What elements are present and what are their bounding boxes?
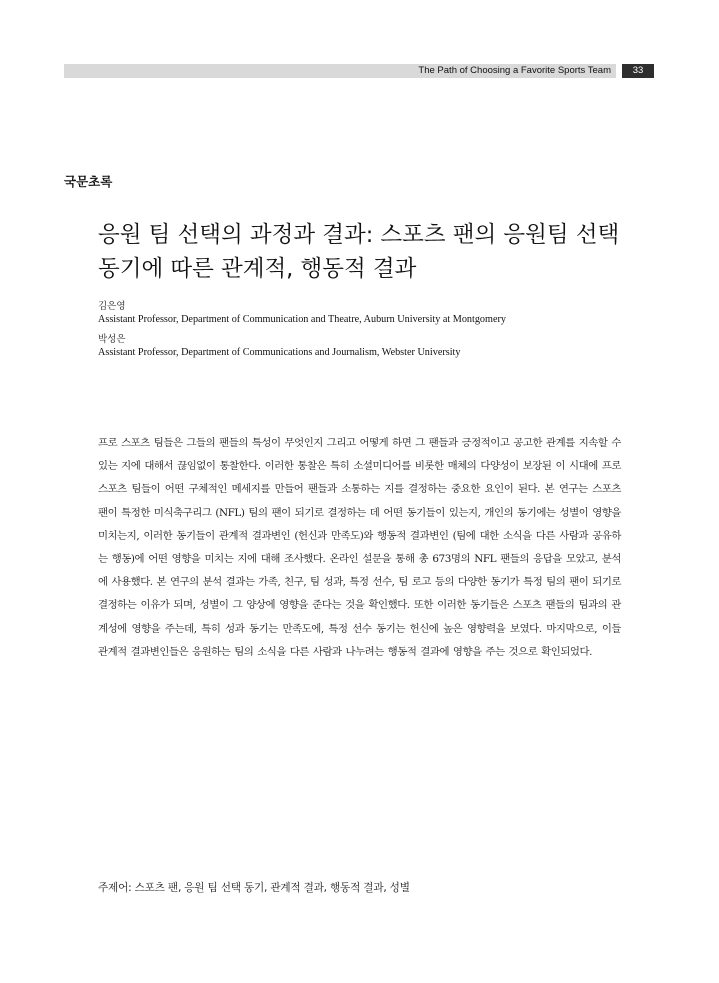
author-affiliation: Assistant Professor, Department of Communications and Journalism, Webster University: [98, 347, 461, 358]
author-block: [98, 300, 658, 327]
section-label: 국문초록: [64, 174, 113, 189]
author-name: 김은영: [98, 301, 126, 312]
author-block: [98, 333, 658, 360]
abstract-body: 프로 스포츠 팀들은 그들의 팬들의 특성이 무엇인지 그리고 어떻게 하면 그 팬들과 긍정적이고 공고한 관계를 지속할 수 있는 지에 대해서 끊임없이 통찰한다. 이러한 통찰은 특히 소셜미디어를 비롯한 매체의 다양성이 보장된 이 시대에 프로 스포츠 팀들이 어떤 구체적인 메세지를 만들어 팬들과 소통하는 지를 결정하는 중요한 요인이 된다. 본 연구는 스포츠 팬이 특정한 미식축구리그 (NFL) 팀의 팬이 되기로 결정하는 데 어떤 동기들이 있는지, 개인의 동기에는 성별이 영향을 미치는지, 이러한 동기들이 관계적 결과변인 (헌신과 만족도)와 행동적 결과변인 (팀에 대한 소식을 다른 사람과 공유하는 행동)에 어떤 영향을 미치는 지에 대해 조사했다. 온라인 설문을 통해 총 673명의 NFL 팬들의 응답을 모았고, 분석에 사용했다. 본 연구의 분석 결과는 가족, 친구, 팀 성과, 특정 선수, 팀 로고 등의 다양한 동기가 특정 팀의 팬이 되기로 결정하는 이유가 되며, 성별이 그 양상에 영향을 준다는 것을 확인했다. 또한 이러한 동기들은 스포츠 팬들의 팀과의 관계성에 영향을 주는데, 특히 성과 동기는 만족도에, 특정 선수 동기는 헌신에 높은 영향력을 보였다. 마지막으로, 이들 관계적 결과변인들은 응원하는 팀의 소식을 다른 사람과 나누려는 행동적 결과에 영향을 주는 것으로 확인되었다.: [98, 437, 621, 658]
running-header-bar: [64, 64, 616, 78]
author-affiliation: Assistant Professor, Department of Communication and Theatre, Auburn University at Montgomery: [98, 314, 506, 325]
keywords: 주제어: 스포츠 팬, 응원 팀 선택 동기, 관계적 결과, 행동적 결과, 성별: [98, 882, 410, 894]
author-name: 박성은: [98, 334, 126, 345]
paper-title: 응원 팀 선택의 과정과 결과: 스포츠 팬의 응원팀 선택 동기에 따른 관계적, 행동적 결과: [98, 222, 620, 282]
running-title: The Path of Choosing a Favorite Sports Team: [418, 65, 611, 76]
page-number: 33: [622, 64, 654, 78]
